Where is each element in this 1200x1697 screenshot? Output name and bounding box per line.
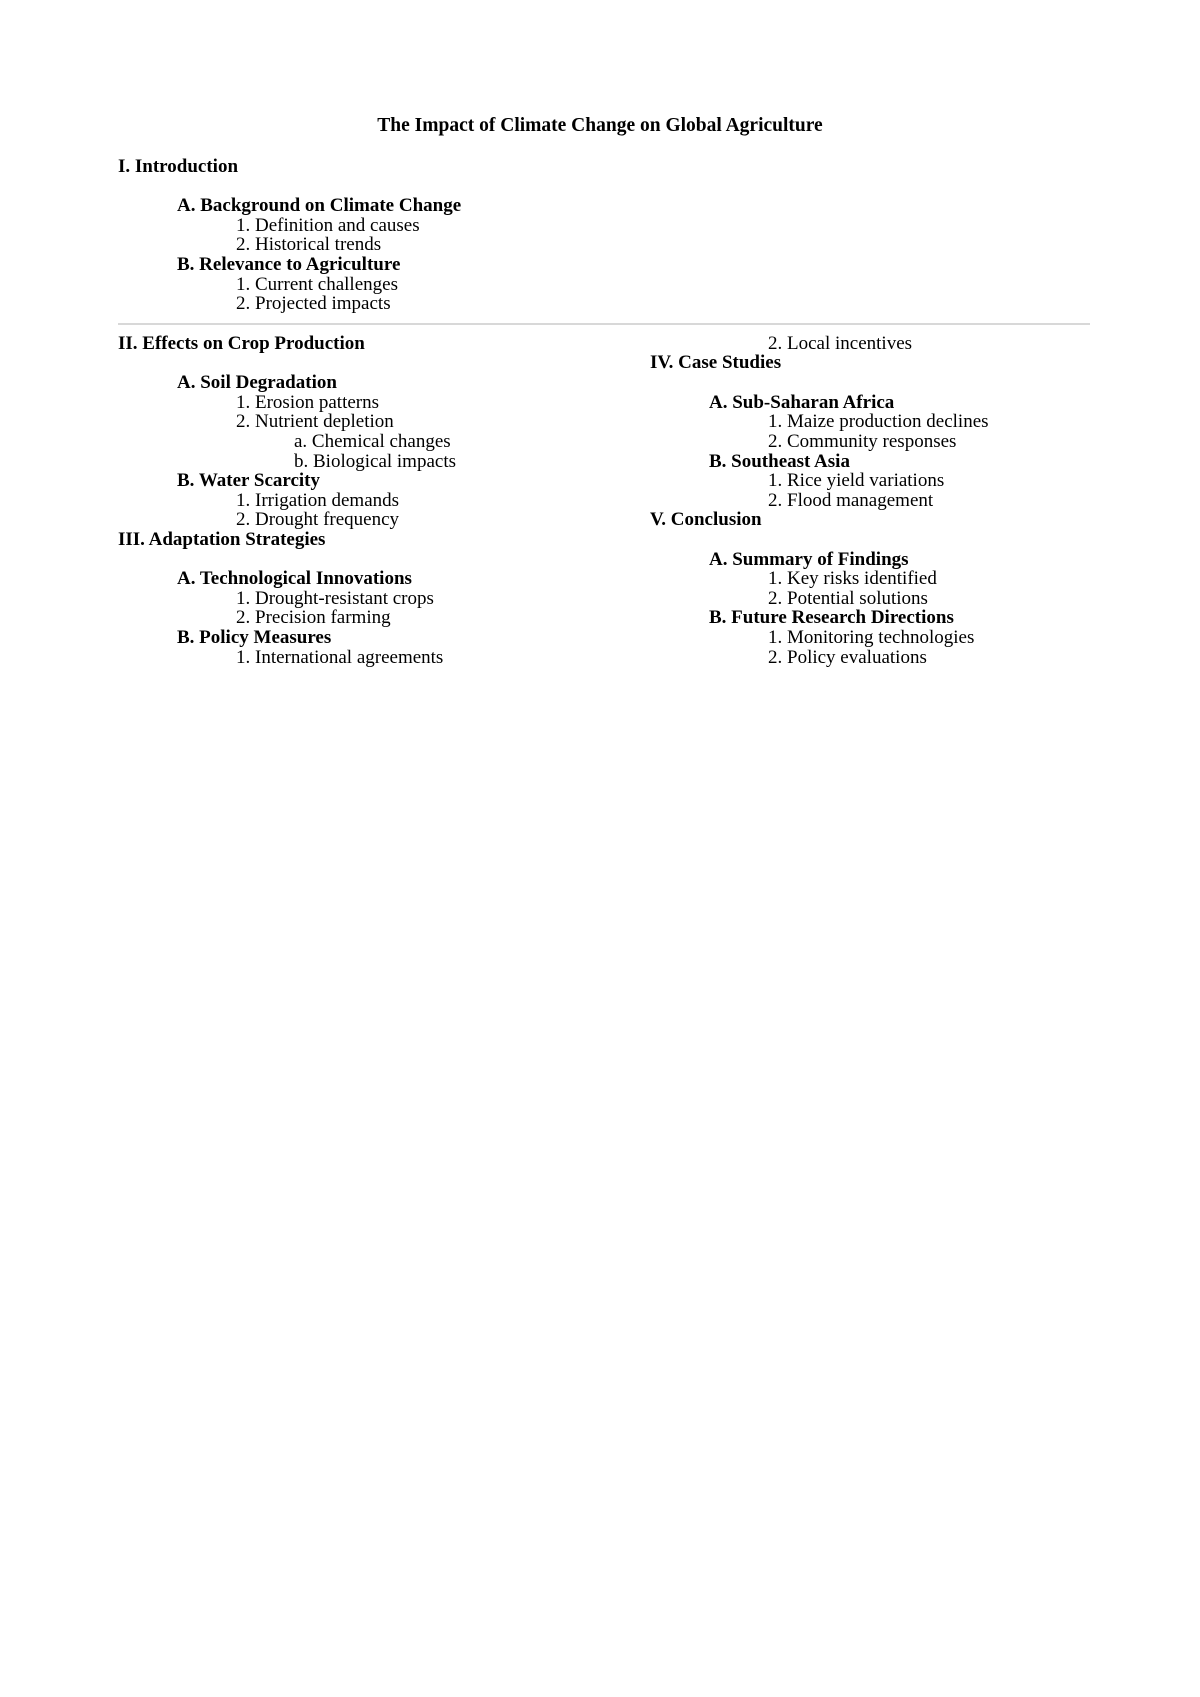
document-title: The Impact of Climate Change on Global Agriculture bbox=[377, 115, 823, 136]
outline-item: 2. Potential solutions bbox=[768, 588, 928, 609]
subsection-heading-relevance: B. Relevance to Agriculture bbox=[177, 254, 401, 275]
subsection-heading-asia: B. Southeast Asia bbox=[709, 451, 850, 472]
subsection-heading-technology: A. Technological Innovations bbox=[177, 568, 412, 589]
outline-item: 2. Projected impacts bbox=[236, 293, 391, 314]
section-divider bbox=[118, 323, 1090, 325]
outline-item: 1. International agreements bbox=[236, 647, 444, 668]
subsection-heading-africa: A. Sub-Saharan Africa bbox=[709, 392, 895, 413]
outline-item: 2. Flood management bbox=[768, 490, 934, 511]
section-heading-adaptation: III. Adaptation Strategies bbox=[118, 529, 326, 550]
subsection-heading-background: A. Background on Climate Change bbox=[177, 195, 462, 216]
subsection-heading-policy: B. Policy Measures bbox=[177, 627, 332, 648]
subsection-heading-water: B. Water Scarcity bbox=[177, 470, 321, 491]
outline-item: 1. Maize production declines bbox=[768, 411, 989, 432]
outline-item: 2. Historical trends bbox=[236, 234, 382, 255]
section-heading-effects: II. Effects on Crop Production bbox=[118, 333, 365, 354]
outline-subitem: b. Biological impacts bbox=[294, 451, 457, 472]
outline-item: 1. Monitoring technologies bbox=[768, 627, 975, 648]
outline-item: 2. Local incentives bbox=[768, 333, 913, 354]
outline-item: 2. Drought frequency bbox=[236, 509, 400, 530]
outline-item: 2. Policy evaluations bbox=[768, 647, 927, 668]
outline-item: 2. Nutrient depletion bbox=[236, 411, 394, 432]
outline-item: 1. Key risks identified bbox=[768, 568, 937, 589]
section-heading-case-studies: IV. Case Studies bbox=[650, 352, 782, 373]
outline-item: 2. Community responses bbox=[768, 431, 957, 452]
outline-item: 1. Rice yield variations bbox=[768, 470, 945, 491]
subsection-heading-soil: A. Soil Degradation bbox=[177, 372, 337, 393]
subsection-heading-future: B. Future Research Directions bbox=[709, 607, 954, 628]
outline-subitem: a. Chemical changes bbox=[294, 431, 451, 452]
outline-item: 2. Precision farming bbox=[236, 607, 391, 628]
subsection-heading-summary: A. Summary of Findings bbox=[709, 549, 909, 570]
section-heading-introduction: I. Introduction bbox=[118, 156, 239, 177]
outline-item: 1. Current challenges bbox=[236, 274, 398, 295]
outline-item: 1. Definition and causes bbox=[236, 215, 420, 236]
outline-item: 1. Drought-resistant crops bbox=[236, 588, 434, 609]
section-heading-conclusion: V. Conclusion bbox=[650, 509, 762, 530]
outline-item: 1. Erosion patterns bbox=[236, 392, 380, 413]
outline-item: 1. Irrigation demands bbox=[236, 490, 400, 511]
